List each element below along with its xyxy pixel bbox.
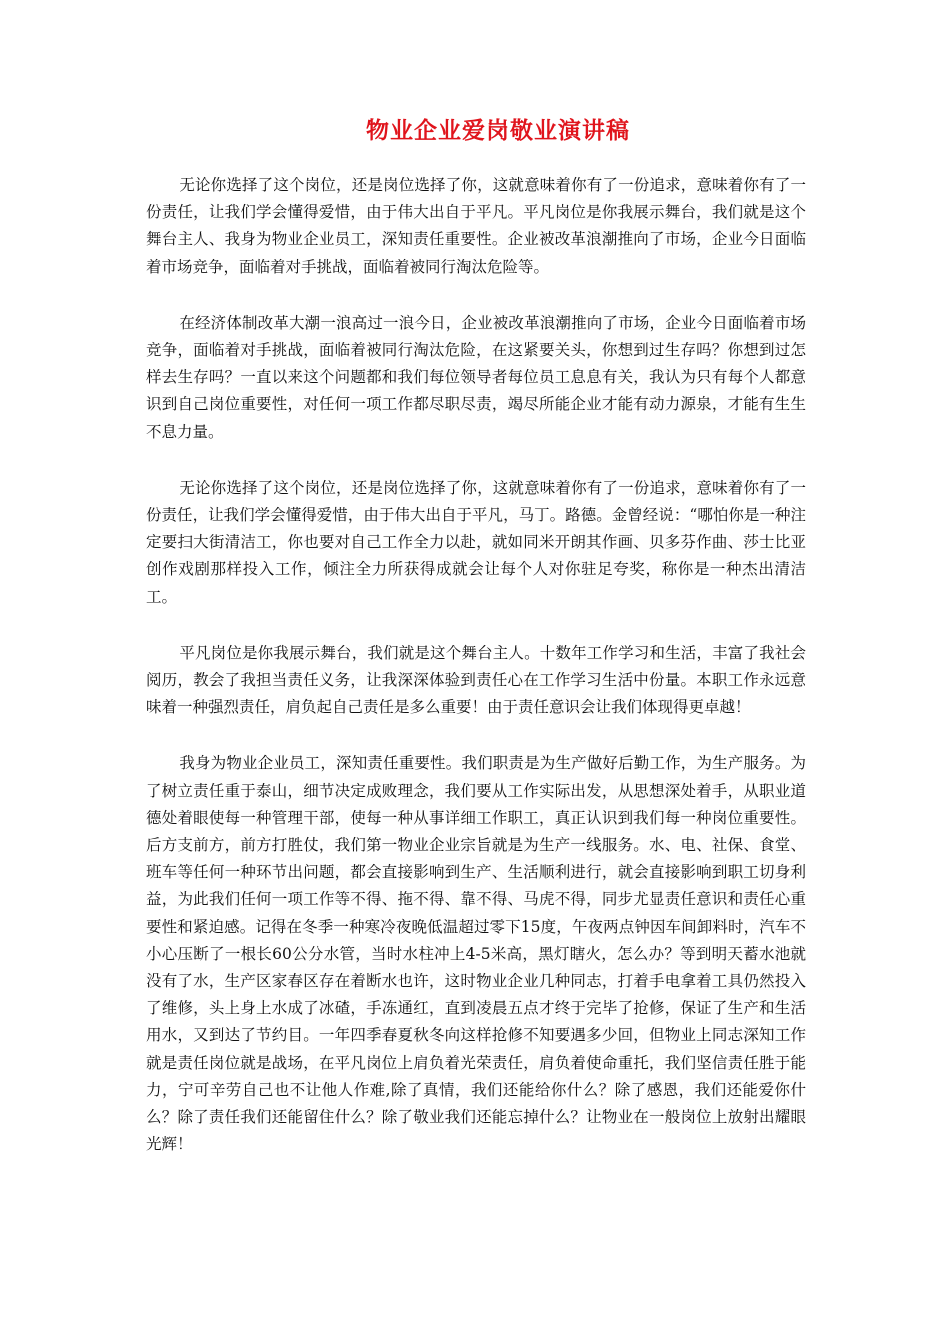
paragraph-4: 平凡岗位是你我展示舞台，我们就是这个舞台主人。十数年工作学习和生活，丰富了我社会阅历，教会了我担当责任义务，让我深深体验到责任心在工作学习生活中份量。本职工作永远意味着一种强烈责任，肩负起自己责任是多么重要！由于责任意识会让我们体现得更卓越！ [146, 643, 806, 717]
paragraph-1: 无论你选择了这个岗位，还是岗位选择了你，这就意味着你有了一份追求，意味着你有了一份责任，让我们学会懂得爱惜，由于伟大出自于平凡。平凡岗位是你我展示舞台，我们就是这个舞台主人、我身为物业企业员工，深知责任重要性。企业被改革浪潮推向了市场，企业今日面临着市场竞争，面临着对手挑战，面临着被同行淘汰危险等。 [146, 176, 806, 276]
paragraph-2: 在经济体制改革大潮一浪高过一浪今日，企业被改革浪潮推向了市场，企业今日面临着市场竞争，面临着对手挑战，面临着被同行淘汰危险，在这紧要关头，你想到过生存吗？你想到过怎样去生存吗？一直以来这个问题都和我们每位领导者每位员工息息有关，我认为只有每个人都意识到自己岗位重要性，对任何一项工作都尽职尽责，竭尽所能企业才能有动力源泉，才能有生生不息力量。 [146, 313, 806, 441]
paragraph-5: 我身为物业企业员工，深知责任重要性。我们职责是为生产做好后勤工作，为生产服务。为了树立责任重于泰山，细节决定成败理念，我们要从工作实际出发，从思想深处着手，从职业道德处着眼使每一种管理干部，使每一种从事详细工作职工，真正认识到我们每一种岗位重要性。后方支前方，前方打胜仗，我们第一物业企业宗旨就是为生产一线服务。水、电、社保、食堂、班车等任何一种环节出问题，都会直接影响到生产、生活顺利进行，就会直接影响到职工切身利益，为此我们任何一项工作等不得、拖不得、靠不得、马虎不得，同步尤显责任意识和责任心重要性和紧迫感。记得在冬季一种寒冷夜晚低温超过零下15度，午夜两点钟因车间卸料时，汽车不小心压断了一根长60公分水管，当时水柱冲上4-5米高，黑灯瞎火，怎么办？等到明天蓄水池就没有了水，生产区家春区存在着断水也许，这时物业企业几种同志，打着手电拿着工具仍然投入了维修，头上身上水成了冰碴，手冻通红，直到凌晨五点才终于完毕了抢修，保证了生产和生活用水，又到达了节约目。一年四季春夏秋冬向这样抢修不知要遇多少回，但物业上同志深知工作就是责任岗位就是战场，在平凡岗位上肩负着光荣责任，肩负着使命重托，我们坚信责任胜于能力，宁可辛劳自己也不让他人作难,除了真情，我们还能给你什么？除了感恩，我们还能爱你什么？除了责任我们还能留住什么？除了敬业我们还能忘掉什么？让物业在一般岗位上放射出耀眼光辉！ [146, 754, 806, 1154]
document-title: 物业企业爱岗敬业演讲稿 [366, 117, 630, 144]
paragraph-3: 无论你选择了这个岗位，还是岗位选择了你，这就意味着你有了一份追求，意味着你有了一份责任，让我们学会懂得爱惜，由于伟大出自于平凡，马丁。路德。金曾经说：“哪怕你是一种注定要扫大街清洁工，你也要对自己工作全力以赴，就如同米开朗其作画、贝多芬作曲、莎士比亚创作戏剧那样投入工作，倾注全力所获得成就会让每个人对你驻足夸奖，称你是一种杰出清洁工。 [146, 478, 806, 606]
document-body [146, 172, 806, 1188]
